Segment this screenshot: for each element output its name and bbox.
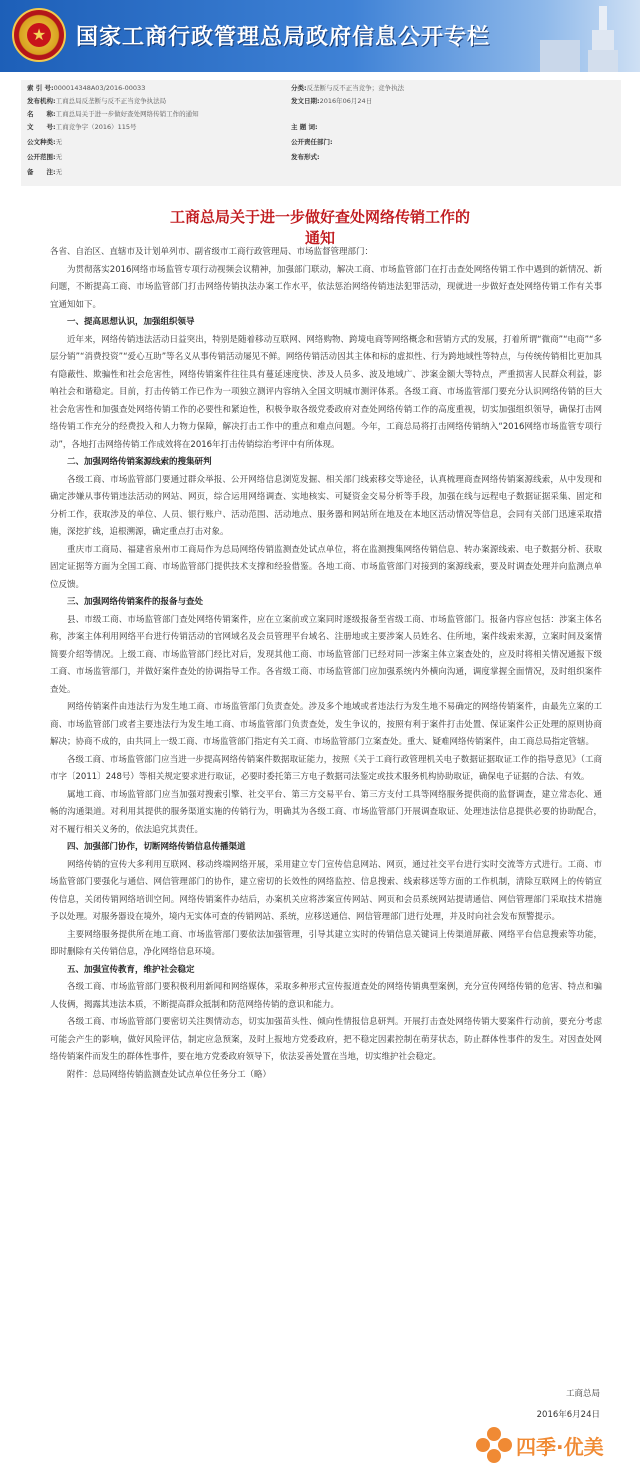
docno-label: 文 号:: [27, 123, 56, 131]
section-4-paragraph-b: 主要网络服务提供所在地工商、市场监管部门要依法加强管理，引导其建立实时的传销信息关键词上传渠道屏蔽、网络平台信息搜索等功能，即时删除有关传销信息，净化网络信息环境。: [50, 929, 602, 957]
national-emblem-icon: ★: [12, 8, 66, 62]
tower-graphic: [588, 6, 618, 72]
section-heading-2: 二、加强网络传销案源线索的搜集研判: [67, 457, 212, 467]
name-value: 工商总局关于进一步做好查处网络传销工作的通知: [55, 110, 199, 118]
docno-value: 工商竞争字（2016）115号: [55, 123, 137, 131]
section-5-paragraph-a: 各级工商、市场监管部门要积极利用新闻和网络媒体，采取多种形式宣传报道查处的网络传销典型案例，充分宣传网络传销的危害、特点和骗人伎俩，揭露其违法本质，不断提高群众抵制和防范网络传销的意识和能力。: [50, 982, 602, 1010]
index-label: 索 引 号:: [27, 84, 54, 92]
section-3-paragraph-a: 县、市级工商、市场监管部门查处网络传销案件，应在立案前或立案同时逐级报备至省级工商、市场监管部门。报备内容应包括：涉案主体名称，涉案主体利用网络平台进行传销活动的官网域名及会员管理平台域名、注册地或主要涉案人员姓名、住所地，案件线索来源，立案时间及案情简要介绍等情况。上级工商、市场监管部门经比对后，发现其他工商、市场监管部门已经对同一涉案主体立案查处的，应及时将相关情况通报下级工商、市场监管部门，并做好案件查处的协调指导工作。各省级工商、市场监管部门应加强系统内外横向沟通，调度掌握全面情况，及时组织案件查处。: [50, 614, 602, 695]
note-label: 备 注:: [27, 168, 56, 176]
document-title-line1: 工商总局关于进一步做好查处网络传销工作的: [169, 208, 470, 226]
document-title-line2: 通知: [304, 229, 335, 247]
document-metadata-table: [21, 80, 621, 186]
watermark-logo: [476, 1425, 626, 1465]
subject-label: 主 题 词:: [291, 123, 318, 131]
section-heading-4: 四、加强部门协作，切断网络传销信息传播渠道: [67, 842, 246, 852]
date-label: 发文日期:: [291, 97, 320, 105]
signature-org: 工商总局: [565, 1389, 600, 1399]
document-title: [0, 206, 640, 248]
category-label: 分类:: [291, 84, 307, 92]
header-banner: [0, 0, 640, 72]
name-label: 名 称:: [27, 110, 56, 118]
section-5-paragraph-b: 各级工商、市场监管部门要密切关注舆情动态，切实加强苗头性、倾向性情报信息研判。开展打击查处网络传销大要案件行动前，要充分考虑可能会产生的影响，做好风险评估，制定应急预案，及时上报地方党委政府，把不稳定因素控制在萌芽状态，防止群体性事件的发生。对因查处网络传销案件而发生的群体性事件，要在地方党委政府领导下，依法妥善处置在当地，切实维护社会稳定。: [50, 1017, 602, 1062]
signature-date: 2016年6月24日: [536, 1410, 600, 1420]
date-value: 2016年06月24日: [319, 97, 373, 105]
section-1-paragraph: 近年来，网络传销违法活动日益突出，特别是随着移动互联网、网络购物、跨境电商等网络概念和营销方式的发展，打着所谓“微商”“电商”“多层分销”“消费投资”“爱心互助”等名义从事传销活动屡见不鲜。网络传销活动因其主体和标的虚拟性、行为跨地域性等特点，与传统传销相比更加具有隐蔽性、欺骗性和社会危害性，网络传销案件往往具有蔓延速度快、涉及人员多、波及地域广、涉案金额大等特点，严重损害人民群众利益，影响社会和谐稳定。目前，打击传销工作已作为一项独立测评内容纳入全国文明城市测评体系。各级工商、市场监管部门要充分认识网络传销的巨大社会危害性和加强查处网络传销工作的必要性和紧迫性，积极争取各级党委政府对查处网络传销工作的高度重视，切实加强组织领导，确保打击网络传销工作充分的经费投入和人力物力保障，解决打击工作中的重点和难点问题。今年，工商总局将打击网络传销纳入“2016网络市场监管专项行动”，各地打击网络传销工作成效将在2016年打击传销综治考评中有所体现。: [50, 334, 602, 450]
salutation: 各省、自治区、直辖市及计划单列市、副省级市工商行政管理局、市场监督管理部门：: [50, 247, 374, 257]
section-heading-1: 一、提高思想认识，加强组织领导: [67, 317, 195, 327]
building-graphic: [540, 40, 580, 72]
section-2-paragraph-b: 重庆市工商局、福建省泉州市工商局作为总局网络传销监测查处试点单位，将在监测搜集网络传销信息、转办案源线索、电子数据分析、获取固定证据等方面为全国工商、市场监管部门提供技术支撑和经验借鉴。各地工商、市场监管部门对接到的案源线索，要及时调查处理并向监测点单位反馈。: [50, 544, 602, 590]
issuer-label: 发布机构:: [27, 97, 56, 105]
section-heading-3: 三、加强网络传销案件的报备与查处: [67, 597, 204, 607]
issuer-value: 工商总局反垄断与反不正当竞争执法局: [55, 97, 167, 105]
resp-label: 公开责任部门:: [291, 138, 333, 146]
attachment-note: 附件：总局网络传销监测查处试点单位任务分工（略）: [67, 1069, 272, 1080]
section-3-paragraph-d: 属地工商、市场监管部门应当加强对搜索引擎、社交平台、第三方交易平台、第三方支付工具等网络服务提供商的监督调查，建立常态化、通畅的沟通渠道。对利用其提供的服务渠道实施的传销行为，明确其为各级工商、市场监管部门开展调查取证、处理违法信息提供必要的协助配合，对不履行相关义务的，依法追究其责任。: [50, 789, 602, 835]
section-3-paragraph-c: 各级工商、市场监管部门应当进一步提高网络传销案件数据取证能力，按照《关于工商行政管理机关电子数据证据取证工作的指导意见》（工商市字〔2011〕248号）等相关规定要求进行取证，必要时委托第三方电子数据司法鉴定或技术服务机构协助取证，确保电子证据的合法、有效。: [50, 754, 602, 782]
section-heading-5: 五、加强宣传教育，维护社会稳定: [67, 964, 195, 975]
form-label: 发布形式:: [291, 153, 320, 161]
section-3-paragraph-b: 网络传销案件由违法行为发生地工商、市场监管部门负责查处。涉及多个地域或者违法行为发生地不易确定的网络传销案件，由最先立案的工商、市场监管部门或者主要违法行为发生地工商、市场监管部门负责查处，发生争议的，按照有利于案件打击处置、保证案件公正处理的原则协商解决；协商不成的，由共同上一级工商、市场监管部门指定有关工商、市场监管部门立案查处。重大、疑难网络传销案件，由工商总局指定管辖。: [50, 702, 602, 747]
note-value: 无: [55, 168, 63, 176]
scope-label: 公开范围:: [27, 153, 56, 161]
type-value: 无: [55, 138, 63, 146]
category-value: 反垄断与反不正当竞争；竞争执法: [306, 84, 405, 92]
document-body: [50, 244, 602, 1084]
flower-icon: [476, 1427, 512, 1463]
intro-paragraph: 为贯彻落实2016网络市场监管专项行动视频会议精神，加强部门联动，解决工商、市场监管部门在打击查处网络传销工作中遇到的新情况、新问题，不断提高工商、市场监管部门打击网络传销执法办案工作水平，依法惩治网络传销违法犯罪活动，现就进一步做好查处网络传销工作有关事宜通知如下。: [50, 264, 602, 310]
section-4-paragraph-a: 网络传销的宣传大多利用互联网、移动终端网络开展，采用建立专门宣传信息网站、网页，通过社交平台进行实时交流等方式进行。工商、市场监管部门要强化与通信、网信管理部门的协作，建立密切的长效性的网络监控、信息搜索、线索移送等方面的工作机制，清除互联网上的传销宣传信息，关闭传销网络培训空间。网络传销案件办结后，办案机关应将涉案宣传网站、网页和会员系统网站提请通信、网信管理部门采取技术措施予以处理。对服务器设在境外，境内无实体可查的传销网站、系统，应移送通信、网信管理部门进行处理，并及时向社会发布预警提示。: [50, 859, 602, 922]
scope-value: 无: [55, 153, 63, 161]
watermark-text: 四季·优美: [516, 1435, 604, 1459]
section-2-paragraph-a: 各级工商、市场监管部门要通过群众举报、公开网络信息浏览发掘、相关部门线索移交等途径，认真梳理商查网络传销案源线索，从中发现和确定涉嫌从事传销违法活动的网站、网页，综合运用网络调查、实地核实、可疑资金交易分析等手段，加强在线与远程电子数据证据采集、固定和分析工作，获取涉及的单位、人员、银行账户、活动范围、活动地点、服务器和网站所在地及在本地区活动情况等信息，会同有关部门迅速采取措施，深挖扩线，追根溯源，确定重点打击对象。: [50, 474, 602, 537]
site-title: 国家工商行政管理总局政府信息公开专栏: [76, 25, 491, 50]
type-label: 公文种类:: [27, 138, 56, 146]
index-value: 000014348A03/2016-00033: [53, 84, 146, 92]
